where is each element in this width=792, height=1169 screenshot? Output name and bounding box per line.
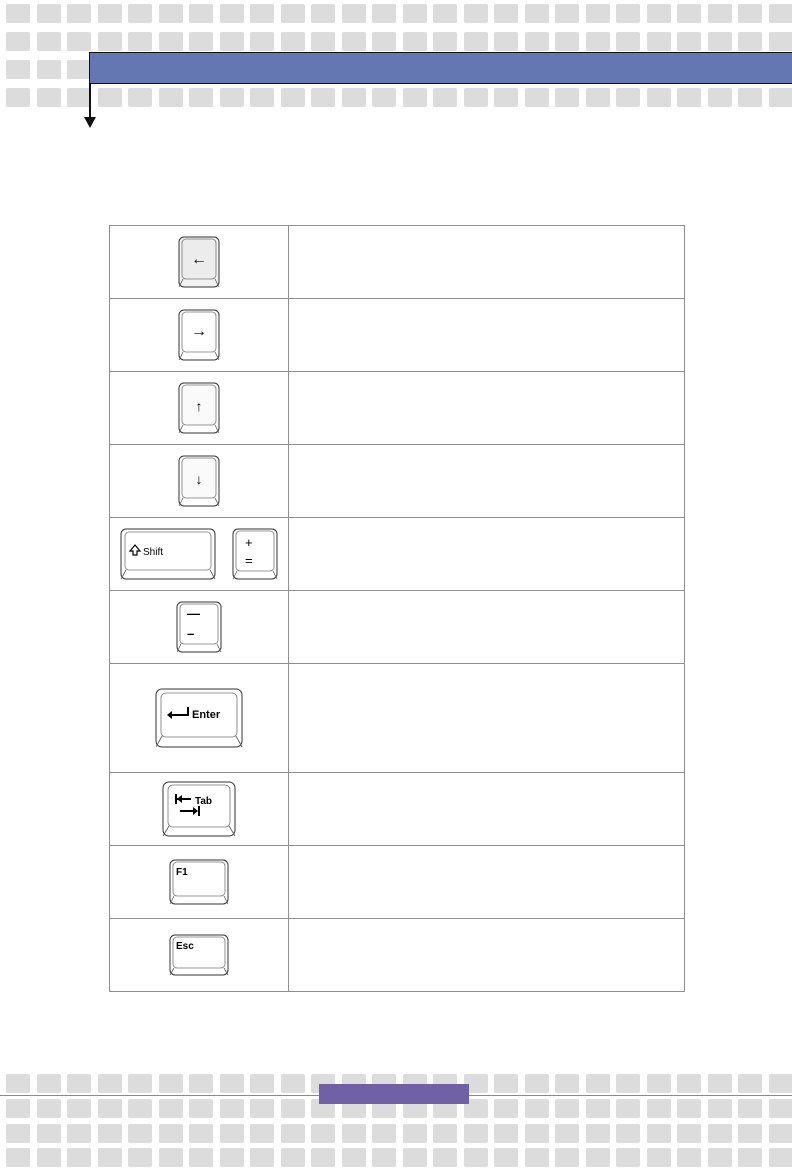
decorative-tile	[6, 4, 30, 23]
table-row	[110, 591, 685, 664]
decorative-tile	[616, 88, 640, 107]
decorative-tile	[616, 32, 640, 51]
decorative-tile	[738, 4, 762, 23]
key-glyph: ↓	[195, 471, 203, 487]
decorative-tile	[159, 88, 183, 107]
decorative-tile	[128, 88, 152, 107]
decorative-tile	[98, 88, 122, 107]
decorative-tile	[494, 1099, 518, 1118]
f1-key-icon	[168, 858, 230, 906]
decorative-tile	[128, 1074, 152, 1093]
decorative-tile	[220, 1124, 244, 1143]
minus-bottom-label: –	[187, 626, 195, 641]
decorative-tile	[311, 1148, 335, 1167]
key-cell	[110, 372, 289, 445]
key-description	[289, 846, 685, 919]
decorative-tile	[494, 88, 518, 107]
key-description	[289, 226, 685, 299]
decorative-tile	[433, 32, 457, 51]
key-description	[289, 664, 685, 773]
decorative-tile	[6, 32, 30, 51]
decorative-tile	[464, 1124, 488, 1143]
decorative-tile	[708, 1148, 732, 1167]
decorative-tile	[220, 1099, 244, 1118]
decorative-tile	[616, 1099, 640, 1118]
tab-label: Tab	[195, 796, 213, 807]
decorative-tile	[677, 32, 701, 51]
decorative-tile	[281, 1148, 305, 1167]
header-line	[89, 84, 91, 118]
decorative-tile	[647, 4, 671, 23]
decorative-tile	[616, 1124, 640, 1143]
left-arrow-key-icon	[177, 235, 221, 289]
f1-label: F1	[176, 867, 188, 878]
decorative-tile	[616, 1074, 640, 1093]
decorative-tile	[525, 1124, 549, 1143]
decorative-tile	[250, 1074, 274, 1093]
decorative-tile	[250, 1124, 274, 1143]
decorative-tile	[708, 1099, 732, 1118]
decorative-tile	[403, 1124, 427, 1143]
key-cell	[110, 773, 289, 846]
decorative-tile	[189, 1148, 213, 1167]
decorative-tile	[281, 4, 305, 23]
decorative-tile	[586, 1074, 610, 1093]
decorative-tile	[494, 1148, 518, 1167]
decorative-tile	[403, 88, 427, 107]
decorative-tile	[67, 60, 91, 79]
header-bar	[89, 52, 792, 84]
decorative-tile	[128, 1124, 152, 1143]
decorative-tile	[250, 1099, 274, 1118]
decorative-tile	[738, 1124, 762, 1143]
decorative-tile	[250, 88, 274, 107]
decorative-tile	[403, 4, 427, 23]
decorative-tile	[769, 1099, 792, 1118]
decorative-tile	[67, 4, 91, 23]
decorative-tile	[677, 4, 701, 23]
decorative-tile	[37, 4, 61, 23]
decorative-tile	[464, 88, 488, 107]
tab-key-icon	[161, 780, 237, 838]
decorative-tile	[220, 1074, 244, 1093]
decorative-tile	[311, 4, 335, 23]
key-cell	[110, 591, 289, 664]
enter-label: Enter	[192, 709, 221, 721]
decorative-tile	[769, 32, 792, 51]
decorative-tile	[647, 88, 671, 107]
decorative-tile	[525, 32, 549, 51]
decorative-tile	[677, 1099, 701, 1118]
keyboard-keys-table	[109, 225, 685, 992]
key-cell	[110, 299, 289, 372]
decorative-tile	[159, 1074, 183, 1093]
decorative-tile	[677, 1124, 701, 1143]
decorative-tile	[67, 1148, 91, 1167]
decorative-tile	[220, 88, 244, 107]
decorative-tile	[586, 4, 610, 23]
table-row	[110, 445, 685, 518]
table-row	[110, 372, 685, 445]
decorative-tile	[464, 1148, 488, 1167]
decorative-tile	[311, 88, 335, 107]
decorative-tile	[220, 1148, 244, 1167]
decorative-tile	[220, 32, 244, 51]
decorative-tile	[372, 88, 396, 107]
decorative-tile	[6, 1124, 30, 1143]
decorative-tile	[677, 1074, 701, 1093]
decorative-tile	[281, 1099, 305, 1118]
decorative-tile	[616, 4, 640, 23]
decorative-tile	[98, 1148, 122, 1167]
decorative-tile	[311, 32, 335, 51]
key-cell	[110, 445, 289, 518]
key-description	[289, 773, 685, 846]
decorative-tile	[159, 1124, 183, 1143]
decorative-tile	[98, 4, 122, 23]
decorative-tile	[342, 4, 366, 23]
decorative-tile	[586, 1148, 610, 1167]
decorative-tile	[189, 88, 213, 107]
decorative-tile	[647, 1124, 671, 1143]
decorative-tile	[6, 88, 30, 107]
decorative-tile	[342, 1124, 366, 1143]
key-glyph: →	[191, 323, 207, 340]
key-cell	[110, 846, 289, 919]
decorative-tile	[647, 1099, 671, 1118]
decorative-tile	[525, 88, 549, 107]
decorative-tile	[189, 1124, 213, 1143]
decorative-tile	[281, 1074, 305, 1093]
decorative-tile	[6, 1074, 30, 1093]
decorative-tile	[67, 1099, 91, 1118]
decorative-tile	[555, 4, 579, 23]
decorative-tile	[738, 32, 762, 51]
decorative-tile	[98, 32, 122, 51]
decorative-tile	[616, 1148, 640, 1167]
key-cell	[110, 226, 289, 299]
table-row	[110, 919, 685, 992]
decorative-tile	[494, 1074, 518, 1093]
decorative-tile	[738, 88, 762, 107]
decorative-tile	[403, 32, 427, 51]
table-row	[110, 299, 685, 372]
decorative-tile	[647, 1074, 671, 1093]
decorative-tile	[311, 1124, 335, 1143]
key-description	[289, 445, 685, 518]
minus-top-label: —	[187, 606, 200, 621]
key-description	[289, 591, 685, 664]
decorative-tile	[159, 32, 183, 51]
decorative-tile	[738, 1148, 762, 1167]
decorative-tile	[6, 1148, 30, 1167]
decorative-tile	[494, 32, 518, 51]
decorative-tile	[37, 32, 61, 51]
decorative-tile	[464, 32, 488, 51]
table-row	[110, 773, 685, 846]
decorative-tile	[433, 1148, 457, 1167]
decorative-tile	[708, 32, 732, 51]
decorative-tile	[372, 4, 396, 23]
decorative-tile	[372, 1124, 396, 1143]
decorative-tile	[403, 1148, 427, 1167]
decorative-tile	[433, 88, 457, 107]
decorative-tile	[555, 1074, 579, 1093]
decorative-tile	[250, 4, 274, 23]
key-description	[289, 919, 685, 992]
page-number-bar	[319, 1084, 469, 1104]
decorative-tile	[433, 4, 457, 23]
decorative-tile	[708, 4, 732, 23]
decorative-tile	[189, 4, 213, 23]
decorative-tile	[37, 1148, 61, 1167]
decorative-tile	[250, 1148, 274, 1167]
decorative-tile	[342, 32, 366, 51]
decorative-tile	[342, 1148, 366, 1167]
decorative-tile	[281, 88, 305, 107]
decorative-tile	[647, 1148, 671, 1167]
right-arrow-key-icon	[177, 308, 221, 362]
decorative-tile	[769, 1074, 792, 1093]
decorative-tile	[708, 1074, 732, 1093]
decorative-tile	[281, 32, 305, 51]
decorative-tile	[37, 60, 61, 79]
decorative-tile	[128, 4, 152, 23]
decorative-tile	[189, 1074, 213, 1093]
key-cell	[110, 919, 289, 992]
decorative-tile	[67, 88, 91, 107]
decorative-tile	[433, 1124, 457, 1143]
decorative-tile	[769, 1148, 792, 1167]
key-cell	[110, 518, 289, 591]
decorative-tile	[342, 88, 366, 107]
decorative-tile	[647, 32, 671, 51]
decorative-tile	[769, 4, 792, 23]
decorative-tile	[494, 1124, 518, 1143]
key-description	[289, 299, 685, 372]
decorative-tile	[464, 4, 488, 23]
decorative-tile	[677, 88, 701, 107]
decorative-tile	[372, 32, 396, 51]
decorative-tile	[37, 88, 61, 107]
key-glyph: ↑	[195, 398, 203, 414]
decorative-tile	[555, 1099, 579, 1118]
decorative-tile	[250, 32, 274, 51]
decorative-tile	[128, 32, 152, 51]
decorative-tile	[708, 88, 732, 107]
decorative-tile	[159, 4, 183, 23]
decorative-tile	[586, 1099, 610, 1118]
decorative-tile	[159, 1099, 183, 1118]
minus-key-icon	[175, 600, 223, 654]
decorative-tile	[769, 1124, 792, 1143]
shift-key-icon	[119, 527, 217, 581]
decorative-tile	[6, 60, 30, 79]
header-arrow-icon	[84, 117, 96, 128]
key-description	[289, 372, 685, 445]
decorative-tile	[708, 1124, 732, 1143]
decorative-tile	[37, 1074, 61, 1093]
decorative-tile	[494, 4, 518, 23]
decorative-tile	[525, 4, 549, 23]
decorative-tile	[738, 1074, 762, 1093]
table-row	[110, 226, 685, 299]
decorative-tile	[677, 1148, 701, 1167]
shift-label: Shift	[143, 547, 164, 558]
table-row	[110, 518, 685, 591]
decorative-tile	[769, 88, 792, 107]
decorative-tile	[67, 1124, 91, 1143]
decorative-tile	[98, 1074, 122, 1093]
plus-top-label: +	[245, 535, 253, 550]
decorative-tile	[159, 1148, 183, 1167]
enter-key-icon	[154, 687, 244, 749]
decorative-tile	[555, 1148, 579, 1167]
decorative-tile	[525, 1074, 549, 1093]
key-description	[289, 518, 685, 591]
decorative-tile	[555, 32, 579, 51]
table-row	[110, 664, 685, 773]
decorative-tile	[98, 1124, 122, 1143]
key-cell	[110, 664, 289, 773]
decorative-tile	[98, 1099, 122, 1118]
decorative-tile	[6, 1099, 30, 1118]
decorative-tile	[555, 1124, 579, 1143]
decorative-tile	[128, 1148, 152, 1167]
decorative-tile	[37, 1124, 61, 1143]
decorative-tile	[128, 1099, 152, 1118]
esc-key-icon	[168, 933, 230, 977]
table-row	[110, 846, 685, 919]
decorative-tile	[281, 1124, 305, 1143]
decorative-tile	[525, 1099, 549, 1118]
decorative-tile	[555, 88, 579, 107]
decorative-tile	[586, 32, 610, 51]
decorative-tile	[67, 32, 91, 51]
decorative-tile	[37, 1099, 61, 1118]
decorative-tile	[372, 1148, 396, 1167]
key-glyph: ←	[191, 251, 207, 268]
plus-bottom-label: =	[245, 553, 253, 568]
up-arrow-key-icon	[177, 381, 221, 435]
decorative-tile	[189, 32, 213, 51]
decorative-tile	[220, 4, 244, 23]
decorative-tile	[586, 88, 610, 107]
decorative-tile	[189, 1099, 213, 1118]
decorative-tile	[738, 1099, 762, 1118]
decorative-tile	[525, 1148, 549, 1167]
plus-key-icon	[231, 527, 279, 581]
down-arrow-key-icon	[177, 454, 221, 508]
decorative-tile	[67, 1074, 91, 1093]
esc-label: Esc	[176, 941, 194, 952]
decorative-tile	[586, 1124, 610, 1143]
